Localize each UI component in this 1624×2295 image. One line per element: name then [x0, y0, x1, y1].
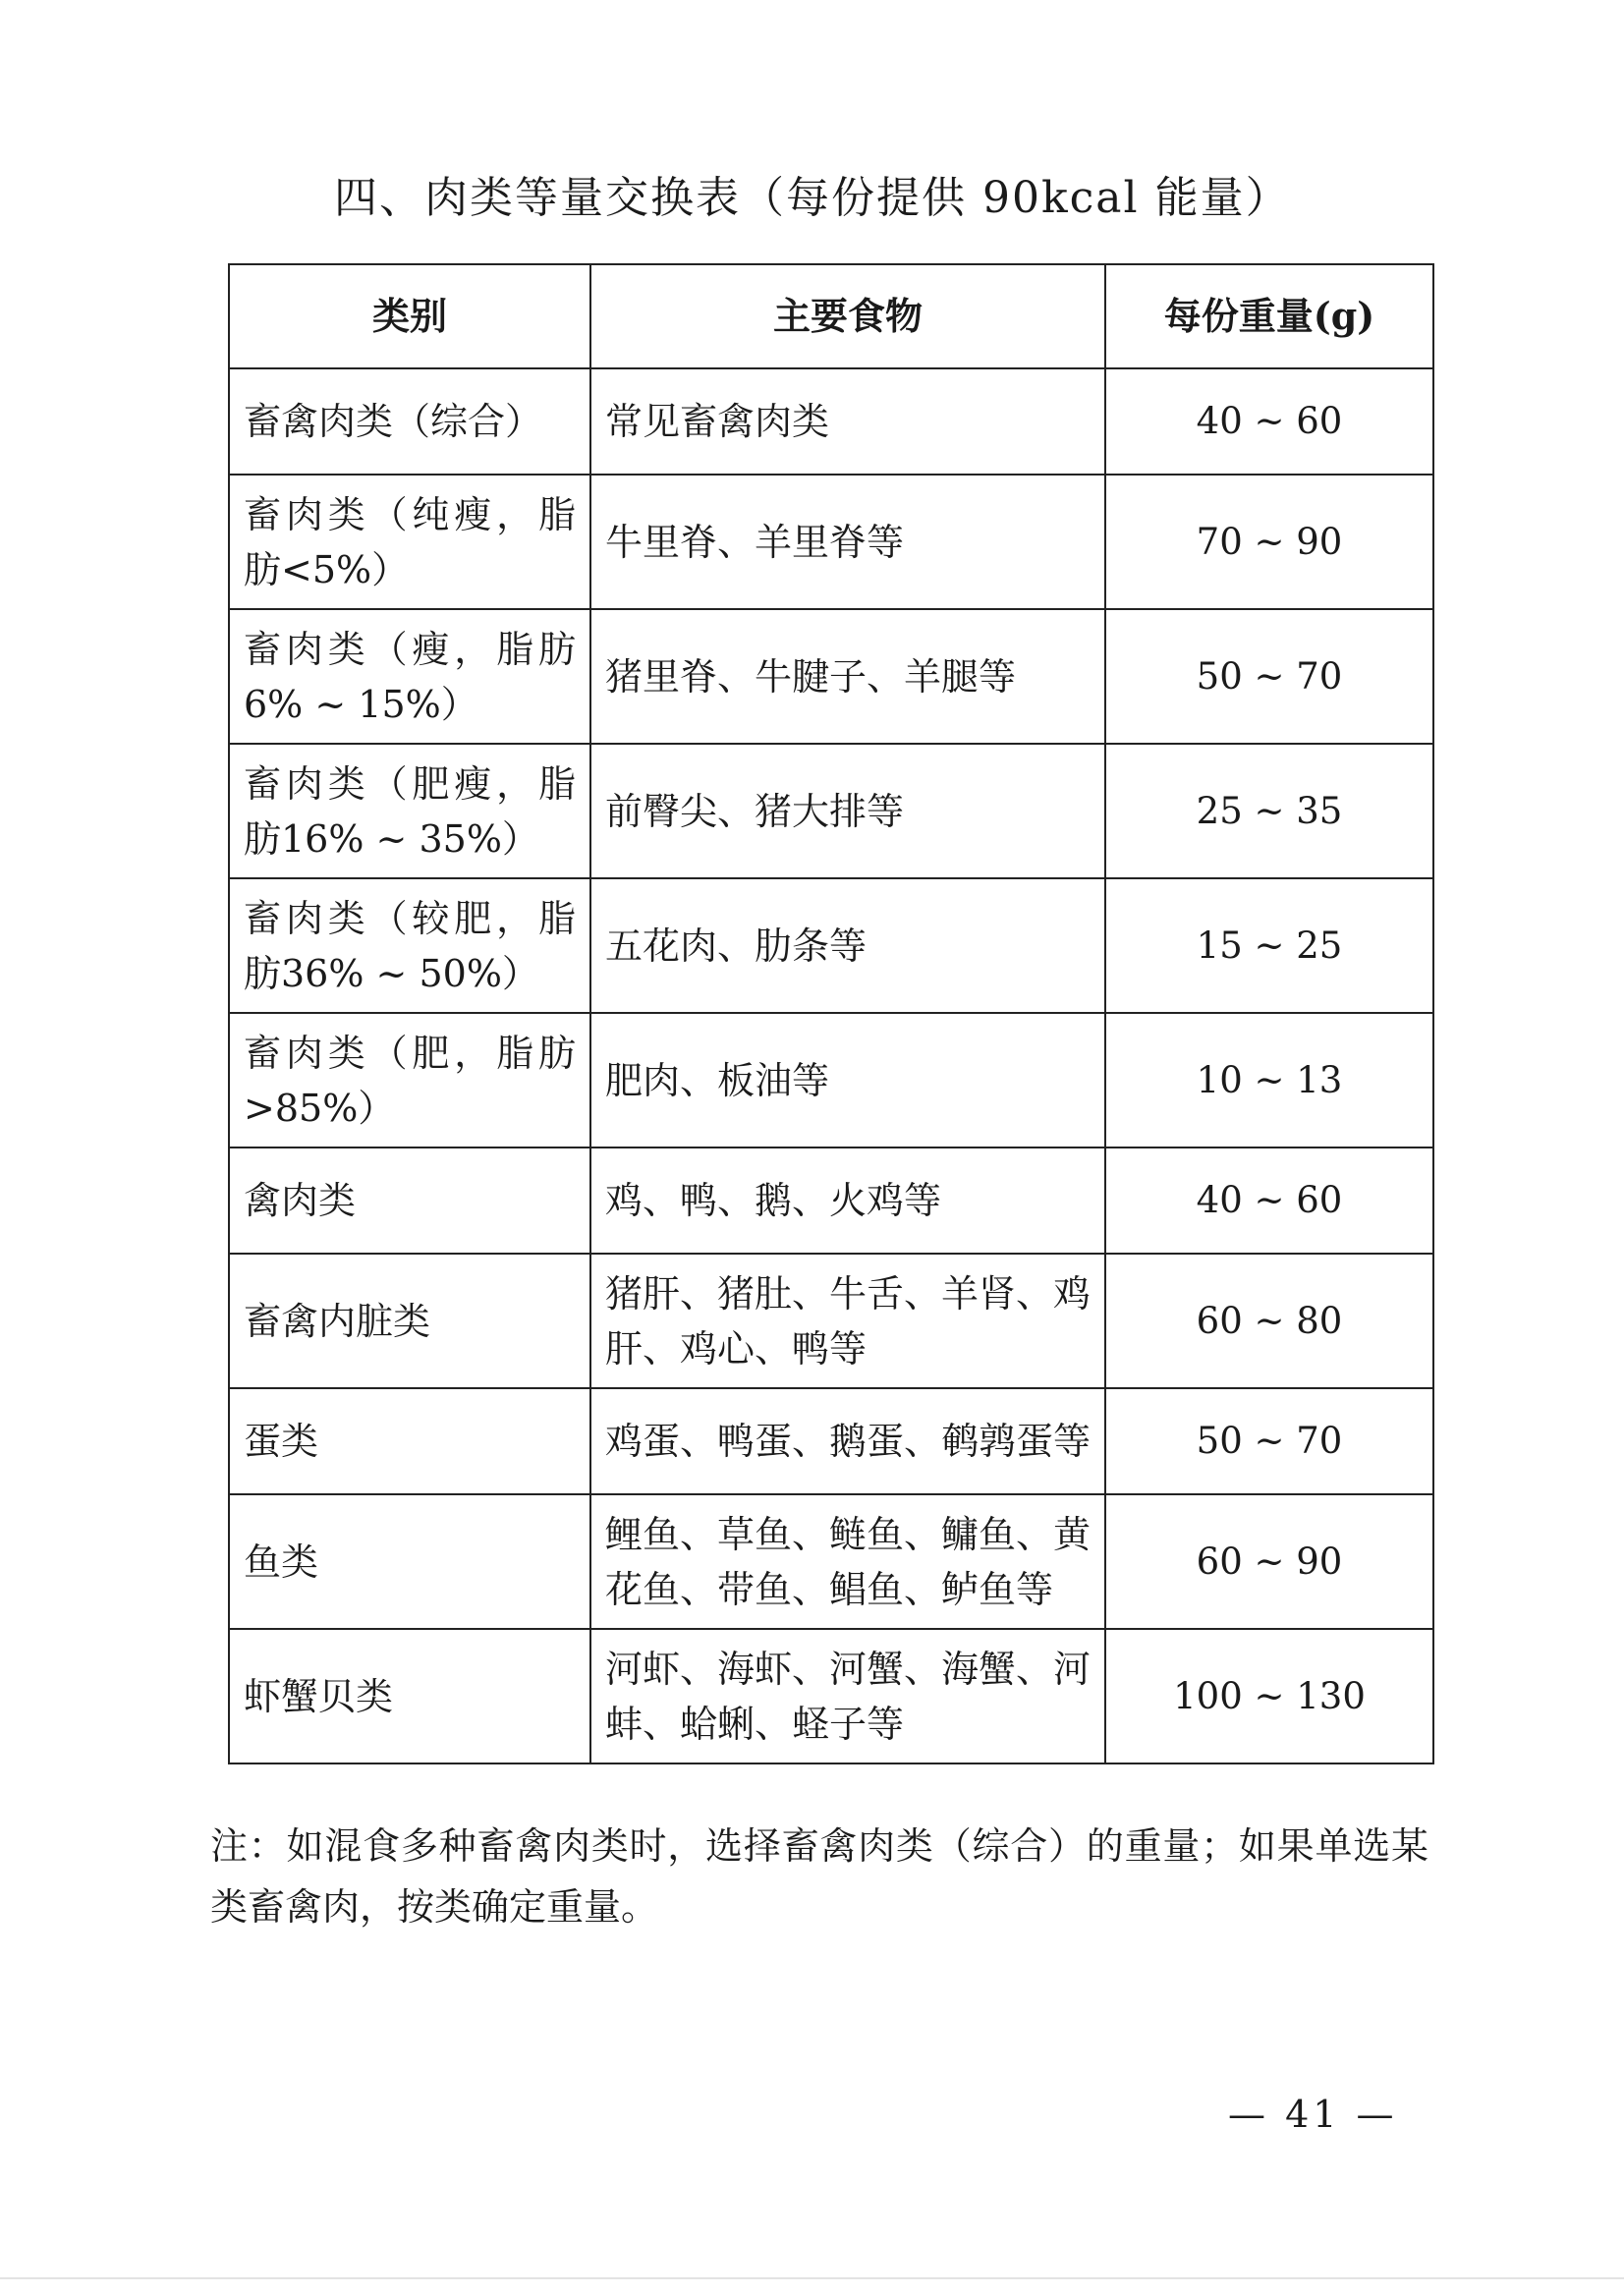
cell-foods: 前臀尖、猪大排等 — [590, 744, 1105, 878]
cell-weight: 60 ~ 90 — [1105, 1494, 1433, 1629]
cell-category: 蛋类 — [229, 1388, 590, 1494]
table-row — [229, 1494, 1433, 1629]
cell-weight: 70 ~ 90 — [1105, 475, 1433, 609]
cell-category: 鱼类 — [229, 1494, 590, 1629]
exchange-table-container — [228, 263, 1432, 1764]
table-row — [229, 1013, 1433, 1148]
cell-foods: 肥肉、板油等 — [590, 1013, 1105, 1148]
table-title: 四、肉类等量交换表（每份提供 90kcal 能量） — [334, 173, 1291, 223]
cell-weight: 60 ~ 80 — [1105, 1254, 1433, 1388]
table-row — [229, 475, 1433, 609]
table-row — [229, 1254, 1433, 1388]
cell-weight: 10 ~ 13 — [1105, 1013, 1433, 1148]
table-footnote: 注：如混食多种畜禽肉类时，选择畜禽肉类（综合）的重量；如果单选某类畜禽肉，按类确定重量。 — [210, 1824, 1428, 1929]
table-row — [229, 1388, 1433, 1494]
footer-divider — [0, 2277, 1624, 2279]
table-row — [229, 368, 1433, 475]
cell-category: 畜肉类（纯瘦，脂肪<5%） — [229, 475, 590, 609]
cell-weight: 50 ~ 70 — [1105, 1388, 1433, 1494]
cell-weight: 15 ~ 25 — [1105, 878, 1433, 1013]
cell-foods: 五花肉、肋条等 — [590, 878, 1105, 1013]
cell-category: 虾蟹贝类 — [229, 1629, 590, 1763]
cell-foods: 鲤鱼、草鱼、鲢鱼、鳙鱼、黄花鱼、带鱼、鲳鱼、鲈鱼等 — [590, 1494, 1105, 1629]
cell-weight: 40 ~ 60 — [1105, 368, 1433, 475]
cell-category: 畜肉类（较肥，脂肪36% ~ 50%） — [229, 878, 590, 1013]
cell-category: 畜禽内脏类 — [229, 1254, 590, 1388]
table-row — [229, 609, 1433, 744]
cell-foods: 常见畜禽肉类 — [590, 368, 1105, 475]
cell-foods: 牛里脊、羊里脊等 — [590, 475, 1105, 609]
cell-category: 畜肉类（肥，脂肪>85%） — [229, 1013, 590, 1148]
cell-category: 禽肉类 — [229, 1148, 590, 1254]
table-header-row — [229, 264, 1433, 368]
table-row — [229, 878, 1433, 1013]
table-row — [229, 1148, 1433, 1254]
page-number: — 41 — — [1228, 2093, 1398, 2136]
cell-foods: 鸡蛋、鸭蛋、鹅蛋、鹌鹑蛋等 — [590, 1388, 1105, 1494]
cell-foods: 猪肝、猪肚、牛舌、羊肾、鸡肝、鸡心、鸭等 — [590, 1254, 1105, 1388]
cell-weight: 25 ~ 35 — [1105, 744, 1433, 878]
cell-foods: 猪里脊、牛腱子、羊腿等 — [590, 609, 1105, 744]
header-weight: 每份重量(g) — [1105, 264, 1433, 368]
cell-foods: 河虾、海虾、河蟹、海蟹、河蚌、蛤蜊、蛏子等 — [590, 1629, 1105, 1763]
cell-weight: 100 ~ 130 — [1105, 1629, 1433, 1763]
table-row — [229, 744, 1433, 878]
header-main-foods: 主要食物 — [590, 264, 1105, 368]
cell-weight: 40 ~ 60 — [1105, 1148, 1433, 1254]
cell-foods: 鸡、鸭、鹅、火鸡等 — [590, 1148, 1105, 1254]
cell-weight: 50 ~ 70 — [1105, 609, 1433, 744]
meat-exchange-table — [228, 263, 1434, 1764]
table-row — [229, 1629, 1433, 1763]
cell-category: 畜肉类（瘦，脂肪6% ~ 15%） — [229, 609, 590, 744]
cell-category: 畜禽肉类（综合） — [229, 368, 590, 475]
cell-category: 畜肉类（肥瘦，脂肪16% ~ 35%） — [229, 744, 590, 878]
header-category: 类别 — [229, 264, 590, 368]
